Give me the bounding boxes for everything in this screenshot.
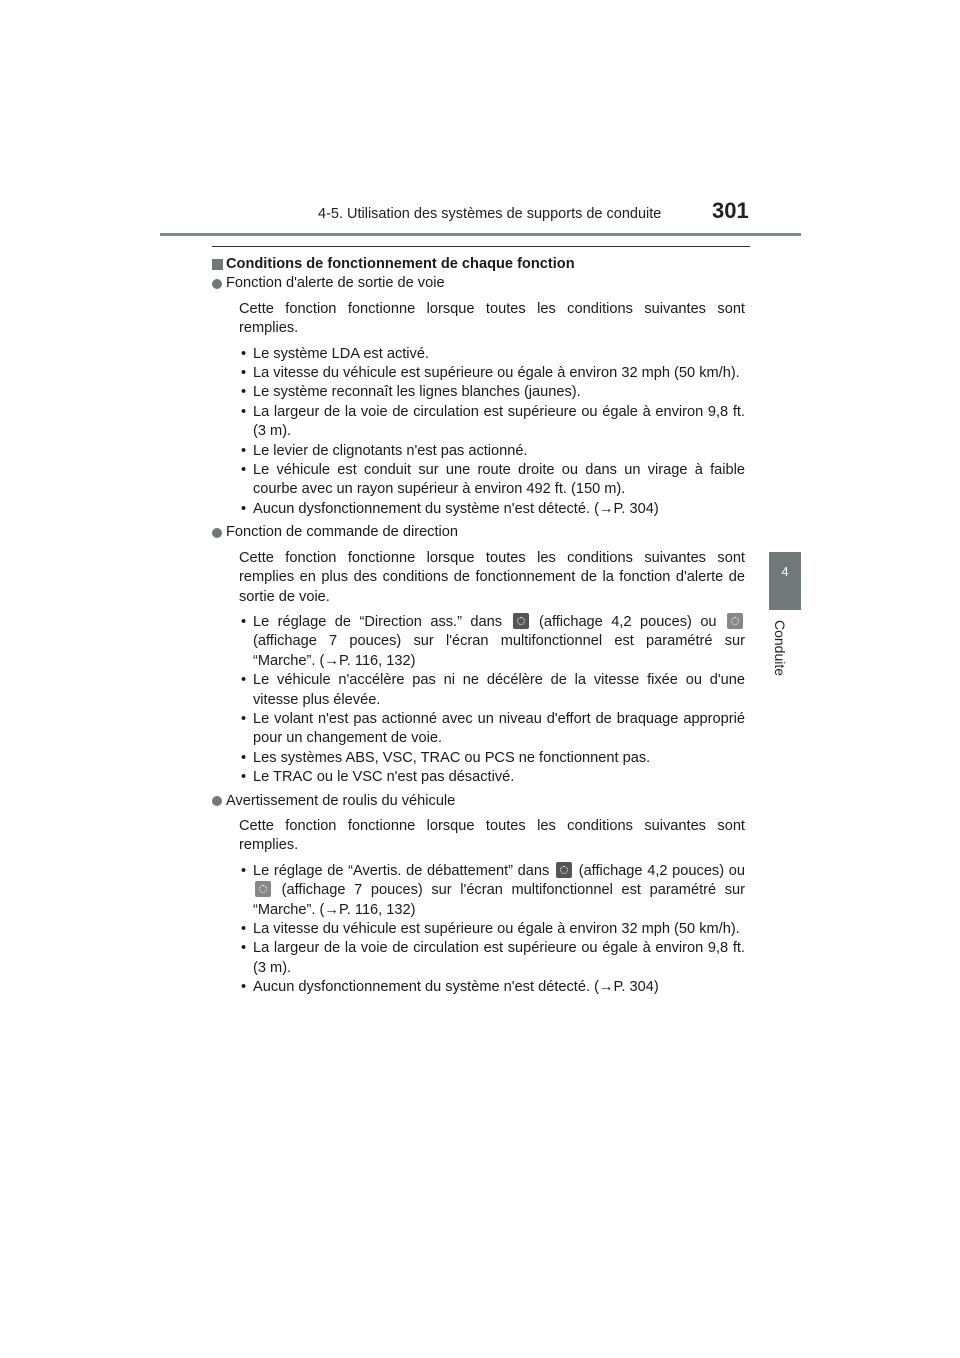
function-heading: Fonction d'alerte de sortie de voie: [212, 274, 745, 293]
list-item: • Le réglage de “Direction ass.” dans (affichage 4,2 pouces) ou (affichage 7 pouces) sur l'écran multifonctionnel est paramétré sur “Marche”. (→P. 116, 132): [241, 613, 745, 669]
chapter-label: Conduite: [772, 620, 788, 677]
circle-bullet-icon: [212, 279, 222, 289]
list-item: • Aucun dysfonctionnement du système n'est détecté. (→P. 304): [241, 500, 659, 517]
circle-bullet-icon: [212, 796, 222, 806]
list-item: • Le véhicule n'accélère pas ni ne décélère de la vitesse fixée ou d'une vitesse plus élevée.: [241, 672, 745, 708]
condition-list: [239, 613, 745, 788]
function-intro: Cette fonction fonctionne lorsque toutes les conditions suivantes sont remplies en plus des conditions de fonctionnement de la fonction d'alerte de sortie de voie.: [239, 549, 745, 605]
condition-list: [239, 862, 745, 998]
chapter-number: 4: [781, 564, 789, 579]
list-item: • Le système LDA est activé.: [241, 345, 430, 362]
circle-bullet-icon: [212, 528, 222, 538]
list-item: • La largeur de la voie de circulation est supérieure ou égale à environ 9,8 ft. (3 m).: [241, 940, 745, 976]
settings-icon: [556, 862, 572, 878]
page-number: 301: [712, 198, 749, 223]
list-item: • Le réglage de “Avertis. de débattement” dans (affichage 4,2 pouces) ou (affichage 7 pouces) sur l'écran multifonctionnel est paramétré sur “Marche”. (→P. 116, 132): [241, 862, 745, 918]
function-heading: Avertissement de roulis du véhicule: [212, 792, 745, 811]
list-item: • La largeur de la voie de circulation est supérieure ou égale à environ 9,8 ft. (3 m).: [241, 403, 745, 440]
list-item: • Les systèmes ABS, VSC, TRAC ou PCS ne fonctionnent pas.: [241, 749, 651, 766]
function-intro: Cette fonction fonctionne lorsque toutes les conditions suivantes sont remplies.: [239, 300, 745, 337]
function-intro: Cette fonction fonctionne lorsque toutes les conditions suivantes sont remplies.: [239, 817, 745, 854]
chapter-tab: [769, 552, 801, 610]
section-heading: Conditions de fonctionnement de chaque fonction: [212, 255, 745, 274]
list-item: • La vitesse du véhicule est supérieure ou égale à environ 32 mph (50 km/h).: [241, 365, 740, 382]
settings-icon: [727, 613, 743, 629]
list-item: • Le levier de clignotants n'est pas actionné.: [241, 442, 528, 459]
function-heading: Fonction de commande de direction: [212, 523, 745, 542]
header-rule: [160, 233, 801, 236]
list-item: • Aucun dysfonctionnement du système n'est détecté. (→P. 304): [241, 979, 659, 996]
list-item: • Le TRAC ou le VSC n'est pas désactivé.: [241, 769, 515, 786]
running-header: 4-5. Utilisation des systèmes de supports de conduite: [318, 206, 662, 222]
settings-icon: [255, 881, 271, 897]
settings-icon: [513, 613, 529, 629]
list-item: • Le volant n'est pas actionné avec un niveau d'effort de braquage approprié pour un changement de voie.: [241, 710, 745, 747]
page-body: [212, 255, 745, 998]
condition-list: [239, 345, 745, 520]
list-item: • La vitesse du véhicule est supérieure ou égale à environ 32 mph (50 km/h).: [241, 921, 740, 937]
list-item: • Le système reconnaît les lignes blanches (jaunes).: [241, 384, 581, 401]
list-item: • Le véhicule est conduit sur une route droite ou dans un virage à faible courbe avec un rayon supérieur à environ 492 ft. (150 m).: [241, 462, 745, 498]
square-bullet-icon: [212, 259, 223, 270]
section-rule: [212, 246, 750, 247]
